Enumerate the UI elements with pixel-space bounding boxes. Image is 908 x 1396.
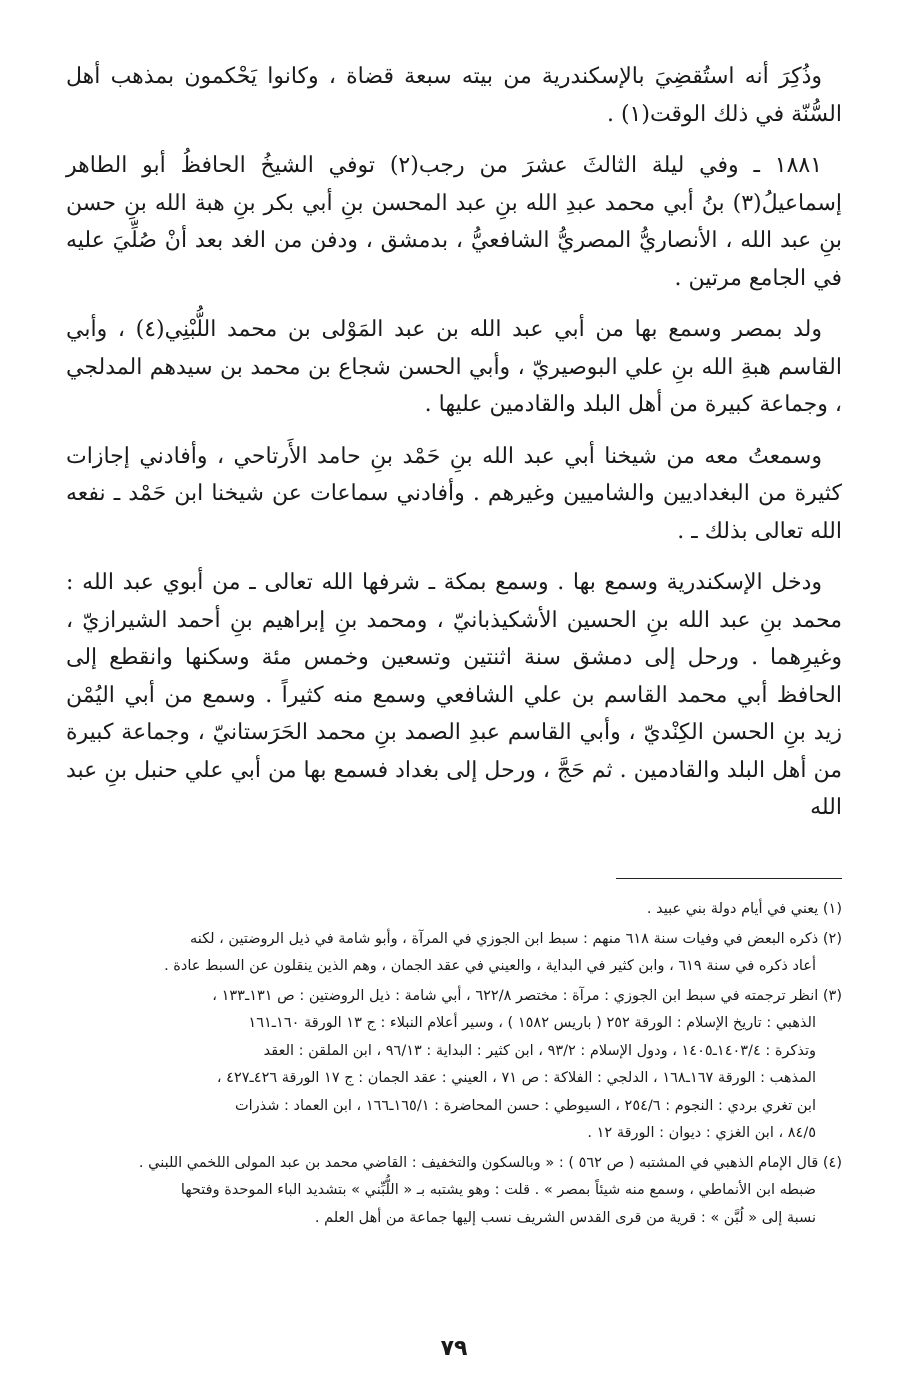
footnote-line: ضبطه ابن الأنماطي ، وسمع منه شيئاً بمصر » . قلت : وهو يشتبه بـ « اللُّبِّني » بتشديد الباء الموحدة وفتحها xyxy=(180,1182,816,1198)
page-number: ٧٩ xyxy=(440,1336,468,1361)
footnote-line: الذهبي : تاريخ الإسلام : الورقة ٢٥٢ ( باريس ١٥٨٢ ) ، وسير أعلام النبلاء : ج ١٣ الورقة ١٦٠ـ١٦١ xyxy=(248,1015,816,1031)
footnote-divider xyxy=(616,878,842,879)
footnote-line: ابن تغري بردي : النجوم : ٢٥٤/٦ ، السيوطي : حسن المحاضرة : ١٦٥/١ـ١٦٦ ، ابن العماد : شذرات xyxy=(234,1097,816,1114)
paragraph-3: ولد بمصر وسمع بها من أبي عبد الله بن عبد المَوْلى بن محمد اللُّبْنِي(٤) ، وأبي القاسم هبةِ الله بنِ علي البوصيريّ ، وأبي الحسن شجاع بن محمد بن سيدهم المدلجي ، وجماعة كبيرة من أهل البلد والقادمين عليها . xyxy=(66,317,843,417)
footnotes xyxy=(66,896,842,1234)
footnote-line: (٣) انظر ترجمته في سبط ابن الجوزي : مرآة : مختصر ٦٢٢/٨ ، أبي شامة : ذيل الروضتين : ص ١٣١ـ١٣٣ ، xyxy=(212,987,842,1004)
paragraph-1: وذُكِرَ أنه استُقضِيَ بالإسكندرية من بيته سبعة قضاة ، وكانوا يَحْكمون بمذهب أهل السُّنّة في ذلك الوقت(١) . xyxy=(66,64,842,127)
footnote-line: نسبة إلى « لُبَّن » : قرية من قرى القدس الشريف نسب إليها جماعة من أهل العلم . xyxy=(314,1209,816,1226)
footnote-line: أعاد ذكره في سنة ٦١٩ ، وابن كثير في البداية ، والعيني في عقد الجمان ، وهم الذين ينقلون عن السبط عادة . xyxy=(164,958,816,974)
footnote-line: المذهب : الورقة ١٦٧ـ١٦٨ ، الدلجي : الفلاكة : ص ٧١ ، العيني : عقد الجمان : ج ١٧ الورقة ٤٢٦ـ٤٢٧ ، xyxy=(216,1070,816,1086)
paragraph-2: ١٨٨١ ـ وفي ليلة الثالثَ عشرَ من رجب(٢) توفي الشيخُ الحافظُ أبو الطاهر إسماعيلُ(٣) بنُ أبي محمد عبدِ الله بنِ عبد المحسن بنِ أبي بكر بنِ هبة الله بنِ حسن بنِ عبد الله ، الأنصاريُّ المصريُّ الشافعيُّ ، بدمشق ، ودفن من الغد بعد أنْ صُلِّيَ عليه في الجامع مرتين . xyxy=(66,153,842,291)
paragraph-5: ودخل الإسكندرية وسمع بها . وسمع بمكة ـ شرفها الله تعالى ـ من أبوي عبد الله : محمد بنِ عبد الله بنِ الحسين الأشكيذبانيّ ، ومحمد بنِ إبراهيم بنِ أحمد الشيرازيّ ، وغيرِهما . ورحل إلى دمشق سنة اثنتين وتسعين وخمس مئة وسكنها وانقطع إلى الحافظ أبي محمد القاسم بن علي الشافعي وسمع منه كثيراً . وسمع من أبي اليُمْن زيد بنِ الحسن الكِنْديّ ، وأبي القاسم عبدِ الصمد بنِ محمد الحَرَستانيّ ، وجماعة كبيرة من أهل البلد والقادمين . ثم حَجَّ ، ورحل إلى بغداد فسمع بها من أبي علي حنبل بنِ عبد الله xyxy=(66,570,842,820)
footnote-3 xyxy=(66,983,842,1148)
footnote-line: (٢) ذكره البعض في وفيات سنة ٦١٨ منهم : سبط ابن الجوزي في المرآة ، وأبو شامة في ذيل الروضتين ، لكنه xyxy=(189,930,842,947)
footnote-line: (٤) قال الإمام الذهبي في المشتبه ( ص ٥٦٢ ) : « وبالسكون والتخفيف : القاضي محمد بن عبد المولى اللخمي اللبني . xyxy=(138,1154,842,1171)
footnote-4 xyxy=(66,1150,842,1233)
paragraph-4: وسمعتُ معه من شيخنا أبي عبد الله بنِ حَمْد بنِ حامد الأَرتاحي ، وأفادني إجازات كثيرة من البغداديين والشاميين وغيرهم . وأفادني سماعات عن شيخنا ابن حَمْد ـ نفعه الله تعالى بذلك ـ . xyxy=(66,443,842,544)
footnote-line: وتذكرة : ١٤٠٣/٤ـ١٤٠٥ ، ودول الإسلام : ٩٣/٢ ، ابن كثير : البداية : ٩٦/١٣ ، ابن الملقن : العقد xyxy=(263,1042,816,1059)
footnote-line: (١) يعني في أيام دولة بني عبيد . xyxy=(646,901,842,917)
main-text xyxy=(66,58,842,841)
footnote-line: ٨٤/٥ ، ابن الغزي : ديوان : الورقة ١٢ . xyxy=(587,1125,816,1141)
footnote-1 xyxy=(66,896,842,924)
footnote-2 xyxy=(66,926,842,981)
